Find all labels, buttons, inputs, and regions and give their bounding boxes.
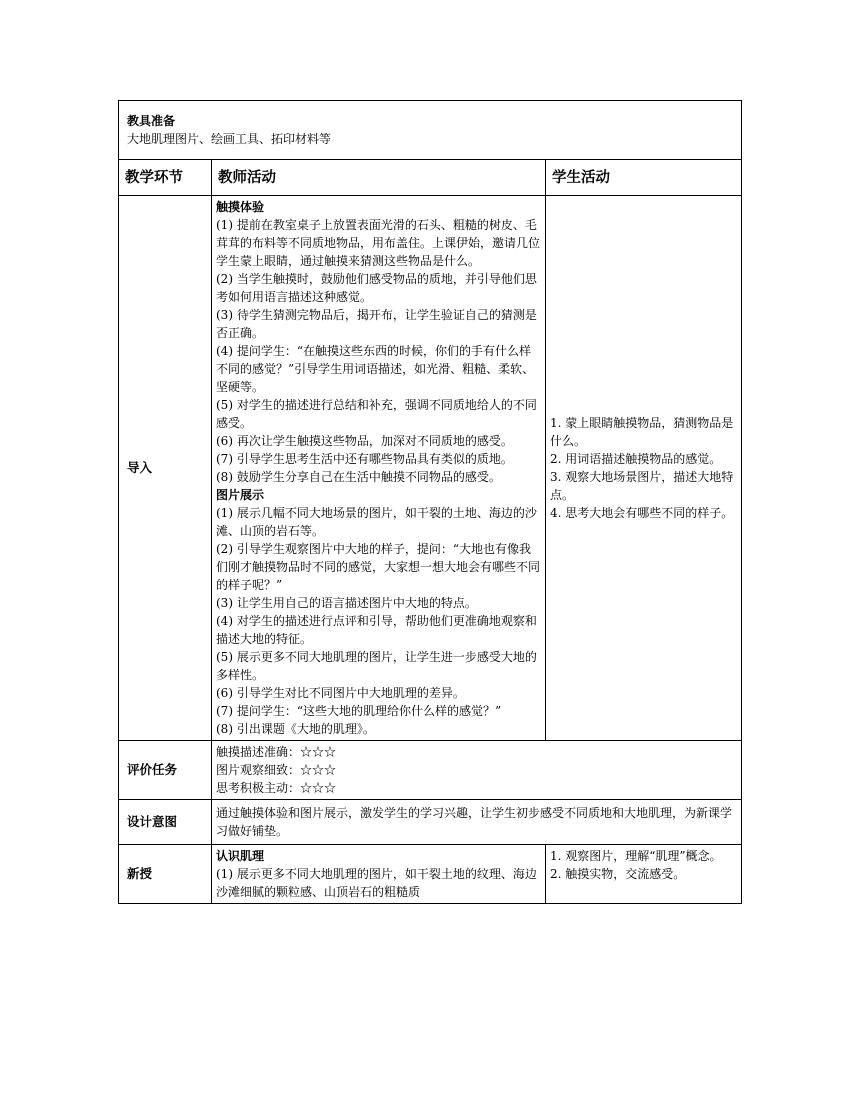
touch-step-2: (2) 当学生触摸时，鼓励他们感受物品的质地，并引导他们思考如何用语言描述这种感觉。 (216, 272, 537, 304)
picture-step-2: (2) 引导学生观察图片中大地的样子，提问：“大地也有像我们刚才触摸物品时不同的感觉，大家想一想大地会有哪些不同的样子呢？” (216, 542, 541, 592)
picture-step-8: (8) 引出课题《大地的肌理》。 (216, 722, 375, 736)
picture-step-3: (3) 让学生用自己的语言描述图片中大地的特点。 (216, 596, 477, 610)
picture-step-1: (1) 展示几幅不同大地场景的图片，如干裂的土地、海边的沙滩、山顶的岩石等。 (216, 506, 537, 538)
intro-student-1: 1. 蒙上眼睛触摸物品，猜测物品是什么。 (550, 416, 734, 448)
intro-student-cell (546, 196, 742, 741)
design-cell (212, 800, 742, 845)
newlesson-student-cell (546, 845, 742, 904)
header-row (119, 160, 742, 196)
section-title-texture: 认识肌理 (216, 849, 265, 863)
newlesson-row (119, 845, 742, 904)
intro-row (119, 196, 742, 741)
evaluation-item-1: 触摸描述准确：☆☆☆ (216, 745, 337, 759)
design-row (119, 800, 742, 845)
evaluation-item-2: 图片观察细致：☆☆☆ (216, 763, 337, 777)
prep-cell (119, 101, 742, 160)
touch-step-4: (4) 提问学生：“在触摸这些东西的时候，你们的手有什么样不同的感觉？”引导学生用词语描述，如光滑、粗糙、柔软、坚硬等。 (216, 344, 535, 394)
picture-step-5: (5) 展示更多不同大地肌理的图片，让学生进一步感受大地的多样性。 (216, 650, 537, 682)
section-title-touch: 触摸体验 (216, 200, 265, 214)
design-label: 设计意图 (119, 800, 212, 845)
intro-label: 导入 (119, 196, 212, 741)
newlesson-label: 新授 (119, 845, 212, 904)
design-text: 通过触摸体验和图片展示，激发学生的学习兴趣，让学生初步感受不同质地和大地肌理，为新课学习做好铺垫。 (216, 806, 733, 838)
prep-title: 教具准备 (127, 114, 176, 128)
picture-step-7: (7) 提问学生：“这些大地的肌理给你什么样的感觉？” (216, 704, 502, 718)
touch-step-1: (1) 提前在教室桌子上放置表面光滑的石头、粗糙的树皮、毛茸茸的布料等不同质地物品，用布盖住。上课伊始，邀请几位学生蒙上眼睛，通过触摸来猜测这些物品是什么。 (216, 218, 541, 268)
prep-row (119, 101, 742, 160)
intro-student-3: 3. 观察大地场景图片，描述大地特点。 (550, 470, 734, 502)
intro-teacher-cell (212, 196, 546, 741)
evaluation-row (119, 741, 742, 800)
intro-student-4: 4. 思考大地会有哪些不同的样子。 (550, 506, 734, 520)
touch-step-3: (3) 待学生猜测完物品后，揭开布，让学生验证自己的猜测是否正确。 (216, 308, 537, 340)
touch-step-8: (8) 鼓励学生分享自己在生活中触摸不同物品的感受。 (216, 470, 501, 484)
evaluation-label: 评价任务 (119, 741, 212, 800)
touch-step-6: (6) 再次让学生触摸这些物品，加深对不同质地的感受。 (216, 434, 513, 448)
touch-step-7: (7) 引导学生思考生活中还有哪些物品具有类似的质地。 (216, 452, 513, 466)
intro-student-2: 2. 用词语描述触摸物品的感觉。 (550, 452, 722, 466)
section-title-pictures: 图片展示 (216, 488, 265, 502)
texture-step-1: (1) 展示更多不同大地肌理的图片，如干裂土地的纹理、海边沙滩细腻的颗粒感、山顶岩石的粗糙质 (216, 867, 537, 899)
picture-step-6: (6) 引导学生对比不同图片中大地肌理的差异。 (216, 686, 465, 700)
header-stage: 教学环节 (119, 160, 212, 196)
evaluation-cell (212, 741, 742, 800)
header-student: 学生活动 (546, 160, 742, 196)
prep-text: 大地肌理图片、绘画工具、拓印材料等 (127, 132, 332, 146)
newlesson-student-2: 2. 触摸实物，交流感受。 (550, 867, 686, 881)
lesson-plan-table (118, 100, 742, 904)
evaluation-item-3: 思考积极主动：☆☆☆ (216, 781, 337, 795)
newlesson-teacher-cell (212, 845, 546, 904)
touch-step-5: (5) 对学生的描述进行总结和补充，强调不同质地给人的不同感受。 (216, 398, 537, 430)
newlesson-student-1: 1. 观察图片，理解“肌理”概念。 (550, 849, 722, 863)
header-teacher: 教师活动 (212, 160, 546, 196)
picture-step-4: (4) 对学生的描述进行点评和引导，帮助他们更准确地观察和描述大地的特征。 (216, 614, 537, 646)
